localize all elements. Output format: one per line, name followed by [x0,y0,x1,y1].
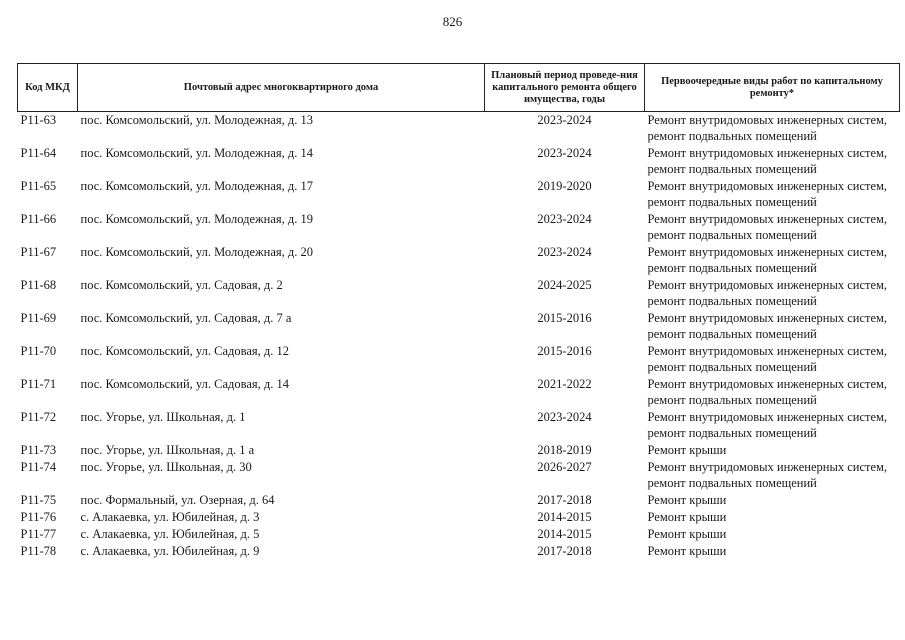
table-row [18,244,900,277]
table-row [18,178,900,211]
cell-period: 2014-2015 [537,527,592,541]
cell-code: Р11-76 [20,510,57,524]
cell-period: 2026-2027 [537,460,592,474]
cell-period: 2023-2024 [537,410,592,424]
cell-works: Ремонт внутридомовых инженерных систем, ремонт подвальных помещений [647,344,888,374]
cell-period: 2014-2015 [537,510,592,524]
cell-address: пос. Комсомольский, ул. Садовая, д. 12 [80,344,290,358]
header-address: Почтовый адрес многоквартирного дома [78,64,485,112]
cell-period: 2017-2018 [537,493,592,507]
table-body [18,112,900,561]
cell-period: 2015-2016 [537,311,592,325]
cell-period: 2023-2024 [537,245,592,259]
cell-address: пос. Комсомольский, ул. Садовая, д. 14 [80,377,290,391]
cell-works: Ремонт внутридомовых инженерных систем, ремонт подвальных помещений [647,278,888,308]
header-works: Первоочередные виды работ по капитальному ремонту* [645,64,900,112]
cell-period: 2017-2018 [537,544,592,558]
cell-works: Ремонт внутридомовых инженерных систем, ремонт подвальных помещений [647,410,888,440]
housing-register-table [17,63,900,560]
cell-period: 2023-2024 [537,146,592,160]
cell-works: Ремонт внутридомовых инженерных систем, ремонт подвальных помещений [647,113,888,143]
cell-works: Ремонт крыши [647,527,727,541]
cell-code: Р11-66 [20,212,57,226]
table-row [18,376,900,409]
table-row [18,509,900,526]
cell-period: 2023-2024 [537,212,592,226]
table-row [18,526,900,543]
cell-period: 2023-2024 [537,113,592,127]
table-row [18,310,900,343]
table-row [18,145,900,178]
cell-code: Р11-68 [20,278,57,292]
cell-code: Р11-70 [20,344,57,358]
table-row [18,492,900,509]
cell-address: пос. Угорье, ул. Школьная, д. 1 а [80,443,255,457]
table-row [18,277,900,310]
cell-address: пос. Комсомольский, ул. Молодежная, д. 20 [80,245,314,259]
cell-period: 2021-2022 [537,377,592,391]
page-number: 826 [442,14,463,29]
cell-code: Р11-67 [20,245,57,259]
table-header [18,64,900,112]
cell-address: с. Алакаевка, ул. Юбилейная, д. 9 [80,544,260,558]
cell-address: пос. Комсомольский, ул. Молодежная, д. 13 [80,113,314,127]
cell-works: Ремонт внутридомовых инженерных систем, ремонт подвальных помещений [647,212,888,242]
header-row [18,64,900,112]
cell-works: Ремонт крыши [647,510,727,524]
cell-period: 2015-2016 [537,344,592,358]
cell-code: Р11-69 [20,311,57,325]
cell-works: Ремонт крыши [647,443,727,457]
cell-works: Ремонт внутридомовых инженерных систем, ремонт подвальных помещений [647,460,888,490]
cell-works: Ремонт внутридомовых инженерных систем, ремонт подвальных помещений [647,377,888,407]
cell-code: Р11-64 [20,146,57,160]
cell-code: Р11-78 [20,544,57,558]
cell-period: 2024-2025 [537,278,592,292]
header-period: Плановый период проведе-ния капитального ремонта общего имущества, годы [485,64,645,112]
cell-code: Р11-73 [20,443,57,457]
cell-code: Р11-65 [20,179,57,193]
table-row [18,442,900,459]
cell-address: пос. Комсомольский, ул. Садовая, д. 2 [80,278,283,292]
table-row [18,211,900,244]
cell-address: пос. Комсомольский, ул. Молодежная, д. 14 [80,146,314,160]
cell-works: Ремонт внутридомовых инженерных систем, ремонт подвальных помещений [647,179,888,209]
header-code: Код МКД [18,64,78,112]
cell-address: пос. Угорье, ул. Школьная, д. 1 [80,410,246,424]
cell-works: Ремонт крыши [647,493,727,507]
table-row [18,459,900,492]
cell-works: Ремонт внутридомовых инженерных систем, ремонт подвальных помещений [647,146,888,176]
cell-code: Р11-75 [20,493,57,507]
cell-period: 2018-2019 [537,443,592,457]
cell-works: Ремонт внутридомовых инженерных систем, ремонт подвальных помещений [647,245,888,275]
cell-code: Р11-63 [20,113,57,127]
cell-code: Р11-77 [20,527,57,541]
cell-address: пос. Комсомольский, ул. Садовая, д. 7 а [80,311,292,325]
cell-period: 2019-2020 [537,179,592,193]
cell-address: с. Алакаевка, ул. Юбилейная, д. 5 [80,527,260,541]
table-row [18,409,900,442]
cell-address: пос. Угорье, ул. Школьная, д. 30 [80,460,252,474]
cell-works: Ремонт крыши [647,544,727,558]
cell-address: пос. Комсомольский, ул. Молодежная, д. 19 [80,212,314,226]
table-row [18,112,900,146]
cell-address: пос. Формальный, ул. Озерная, д. 64 [80,493,275,507]
table-row [18,343,900,376]
cell-code: Р11-72 [20,410,57,424]
cell-address: пос. Комсомольский, ул. Молодежная, д. 17 [80,179,314,193]
cell-code: Р11-74 [20,460,57,474]
cell-address: с. Алакаевка, ул. Юбилейная, д. 3 [80,510,260,524]
cell-works: Ремонт внутридомовых инженерных систем, ремонт подвальных помещений [647,311,888,341]
table-row [18,543,900,560]
cell-code: Р11-71 [20,377,57,391]
